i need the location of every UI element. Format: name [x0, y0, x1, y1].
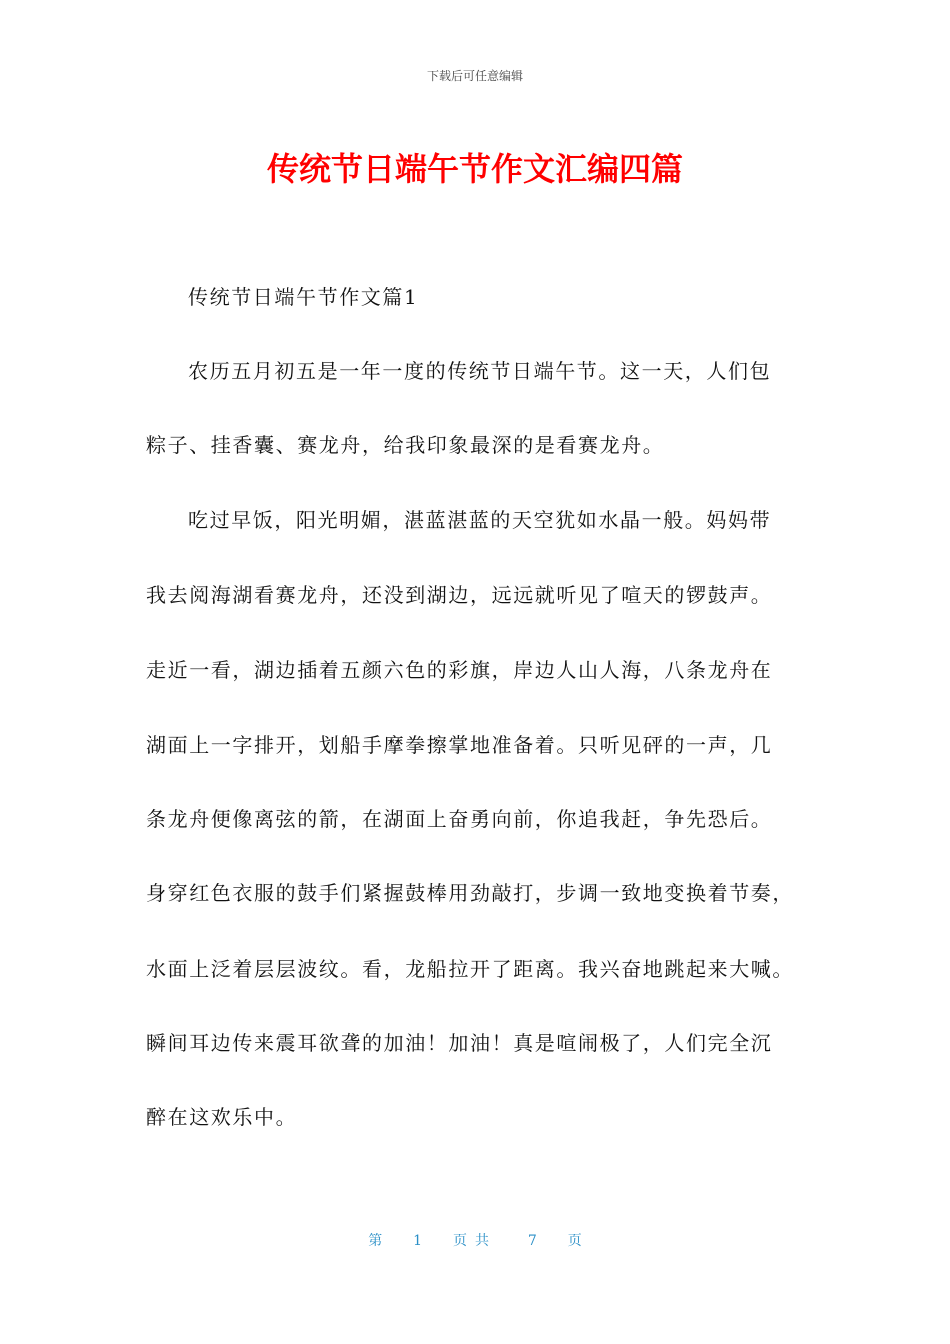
- paragraph-line: 水面上泛着层层波纹。看，龙船拉开了距离。我兴奋地跳起来大喊。: [146, 957, 794, 981]
- total-page-count: 7: [527, 1233, 537, 1249]
- paragraph-line: 身穿红色衣服的鼓手们紧握鼓棒用劲敲打，步调一致地变换着节奏，: [146, 881, 794, 905]
- paragraph-line: 醉在这欢乐中。: [146, 1105, 298, 1129]
- paragraph-line: 条龙舟便像离弦的箭，在湖面上奋勇向前，你追我赶，争先恐后。: [146, 807, 773, 831]
- section-heading: 传统节日端午节作文篇1: [188, 285, 419, 309]
- header-note: 下载后可任意编辑: [426, 69, 523, 83]
- footer-middle: 页共: [453, 1233, 497, 1249]
- footer-prefix: 第: [368, 1233, 383, 1249]
- current-page-number: 1: [413, 1233, 423, 1249]
- paragraph-line: 走近一看，湖边插着五颜六色的彩旗，岸边人山人海，八条龙舟在: [146, 658, 773, 682]
- paragraph-line: 农历五月初五是一年一度的传统节日端午节。这一天，人们包: [188, 359, 772, 383]
- footer-suffix: 页: [567, 1233, 582, 1249]
- paragraph-line: 湖面上一字排开，划船手摩拳擦掌地准备着。只听见砰的一声，几: [146, 733, 773, 757]
- page-footer: [0, 1230, 950, 1250]
- paragraph-line: 吃过早饭，阳光明媚，湛蓝湛蓝的天空犹如水晶一般。妈妈带: [188, 508, 772, 532]
- document-title: 传统节日端午节作文汇编四篇: [266, 150, 683, 188]
- paragraph-line: 我去阅海湖看赛龙舟，还没到湖边，远远就听见了喧天的锣鼓声。: [146, 583, 773, 607]
- paragraph-line: 粽子、挂香囊、赛龙舟，给我印象最深的是看赛龙舟。: [146, 433, 665, 457]
- paragraph-line: 瞬间耳边传来震耳欲聋的加油！加油！真是喧闹极了，人们完全沉: [146, 1031, 773, 1055]
